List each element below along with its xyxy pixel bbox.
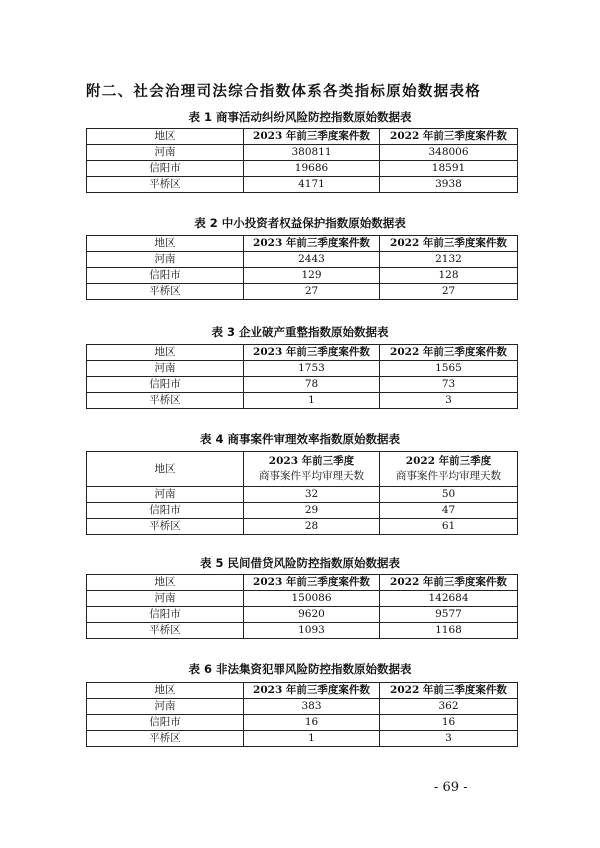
table-cell: 9620 xyxy=(244,607,380,623)
table-row xyxy=(87,487,518,503)
table-row xyxy=(87,699,518,715)
table-cell: 61 xyxy=(380,519,518,535)
table-cell: 河南 xyxy=(87,145,244,161)
table-cell: 2443 xyxy=(244,252,380,268)
table-cell: 信阳市 xyxy=(87,715,244,731)
table-header-row xyxy=(87,452,518,487)
table-cell: 32 xyxy=(244,487,380,503)
table-cell: 142684 xyxy=(380,591,518,607)
header-cell: 2023 年前三季度案件数 xyxy=(244,575,380,591)
table-cell: 9577 xyxy=(380,607,518,623)
table-cell: 河南 xyxy=(87,487,244,503)
table-cell: 3 xyxy=(380,393,518,409)
table-cell: 河南 xyxy=(87,361,244,377)
table-cell: 27 xyxy=(244,284,380,300)
header-cell: 2022 年前三季度案件数 xyxy=(380,575,518,591)
table-cell: 73 xyxy=(380,377,518,393)
table-cell: 1 xyxy=(244,393,380,409)
table-cell: 29 xyxy=(244,503,380,519)
header-cell: 地区 xyxy=(87,683,244,699)
table-row xyxy=(87,284,518,300)
table-row xyxy=(87,252,518,268)
header-cell: 2023 年前三季度案件数 xyxy=(244,129,380,145)
table-cell: 16 xyxy=(380,715,518,731)
table-cell: 16 xyxy=(244,715,380,731)
table-cell: 1093 xyxy=(244,623,380,639)
table-cell: 362 xyxy=(380,699,518,715)
table-cell: 19686 xyxy=(244,161,380,177)
table-cell: 平桥区 xyxy=(87,177,244,193)
table-cell: 信阳市 xyxy=(87,377,244,393)
header-cell: 2022 年前三季度案件数 xyxy=(380,683,518,699)
table-row xyxy=(87,377,518,393)
table-cell: 150086 xyxy=(244,591,380,607)
table-cell: 信阳市 xyxy=(87,268,244,284)
table-cell: 348006 xyxy=(380,145,518,161)
table-cell: 128 xyxy=(380,268,518,284)
header-sub: 商事案件平均审理天数 xyxy=(259,470,364,482)
table-header-row xyxy=(87,345,518,361)
table-row xyxy=(87,503,518,519)
table-cell: 2132 xyxy=(380,252,518,268)
table-cell: 信阳市 xyxy=(87,607,244,623)
header-cell: 地区 xyxy=(87,236,244,252)
header-cell: 地区 xyxy=(87,452,244,487)
header-cell: 地区 xyxy=(87,575,244,591)
table-cell: 信阳市 xyxy=(87,161,244,177)
table-cell: 383 xyxy=(244,699,380,715)
table-caption: 表 1 商事活动纠纷风险防控指数原始数据表 xyxy=(188,110,412,124)
header-cell: 2022 年前三季度案件数 xyxy=(380,236,518,252)
table-caption: 表 6 非法集资犯罪风险防控指数原始数据表 xyxy=(188,662,412,676)
data-table xyxy=(86,235,518,300)
page-title: 附二、社会治理司法综合指数体系各类指标原始数据表格 xyxy=(86,84,481,100)
header-year: 2022 年前三季度 xyxy=(405,455,492,467)
table-caption: 表 2 中小投资者权益保护指数原始数据表 xyxy=(194,216,406,230)
data-table xyxy=(86,451,518,535)
table-row xyxy=(87,393,518,409)
table-cell: 28 xyxy=(244,519,380,535)
table-row xyxy=(87,519,518,535)
header-cell: 2023 年前三季度案件数 xyxy=(244,683,380,699)
table-cell: 3938 xyxy=(380,177,518,193)
table-row xyxy=(87,145,518,161)
table-cell: 78 xyxy=(244,377,380,393)
table-cell: 信阳市 xyxy=(87,503,244,519)
data-table xyxy=(86,682,518,747)
table-row xyxy=(87,161,518,177)
table-row xyxy=(87,607,518,623)
table-header-row xyxy=(87,683,518,699)
header-cell: 地区 xyxy=(87,129,244,145)
data-table xyxy=(86,128,518,193)
table-cell: 380811 xyxy=(244,145,380,161)
header-cell: 2023 年前三季度案件数 xyxy=(244,345,380,361)
table-cell: 27 xyxy=(380,284,518,300)
table-cell: 18591 xyxy=(380,161,518,177)
table-cell: 平桥区 xyxy=(87,393,244,409)
table-cell: 河南 xyxy=(87,252,244,268)
table-header-row xyxy=(87,575,518,591)
header-sub: 商事案件平均审理天数 xyxy=(396,470,501,482)
header-cell: 地区 xyxy=(87,345,244,361)
data-table xyxy=(86,344,518,409)
table-caption: 表 3 企业破产重整指数原始数据表 xyxy=(211,325,389,339)
header-cell xyxy=(380,452,518,487)
header-year: 2023 年前三季度 xyxy=(268,455,355,467)
header-cell: 2022 年前三季度案件数 xyxy=(380,345,518,361)
table-row xyxy=(87,361,518,377)
table-row xyxy=(87,591,518,607)
table-row xyxy=(87,715,518,731)
table-cell: 4171 xyxy=(244,177,380,193)
table-row xyxy=(87,731,518,747)
header-cell: 2022 年前三季度案件数 xyxy=(380,129,518,145)
table-cell: 1 xyxy=(244,731,380,747)
table-cell: 河南 xyxy=(87,591,244,607)
table-row xyxy=(87,268,518,284)
data-table xyxy=(86,574,518,639)
table-cell: 平桥区 xyxy=(87,731,244,747)
table-caption: 表 5 民间借贷风险防控指数原始数据表 xyxy=(199,556,400,570)
table-cell: 1565 xyxy=(380,361,518,377)
table-row xyxy=(87,623,518,639)
table-cell: 47 xyxy=(380,503,518,519)
header-cell: 2023 年前三季度案件数 xyxy=(244,236,380,252)
table-cell: 50 xyxy=(380,487,518,503)
table-header-row xyxy=(87,236,518,252)
header-cell xyxy=(244,452,380,487)
table-cell: 129 xyxy=(244,268,380,284)
table-cell: 1168 xyxy=(380,623,518,639)
table-row xyxy=(87,177,518,193)
table-cell: 平桥区 xyxy=(87,623,244,639)
table-cell: 1753 xyxy=(244,361,380,377)
table-cell: 3 xyxy=(380,731,518,747)
table-caption: 表 4 商事案件审理效率指数原始数据表 xyxy=(199,432,400,446)
table-header-row xyxy=(87,129,518,145)
table-cell: 平桥区 xyxy=(87,519,244,535)
table-cell: 平桥区 xyxy=(87,284,244,300)
page-number: - 69 - xyxy=(434,780,468,795)
table-cell: 河南 xyxy=(87,699,244,715)
